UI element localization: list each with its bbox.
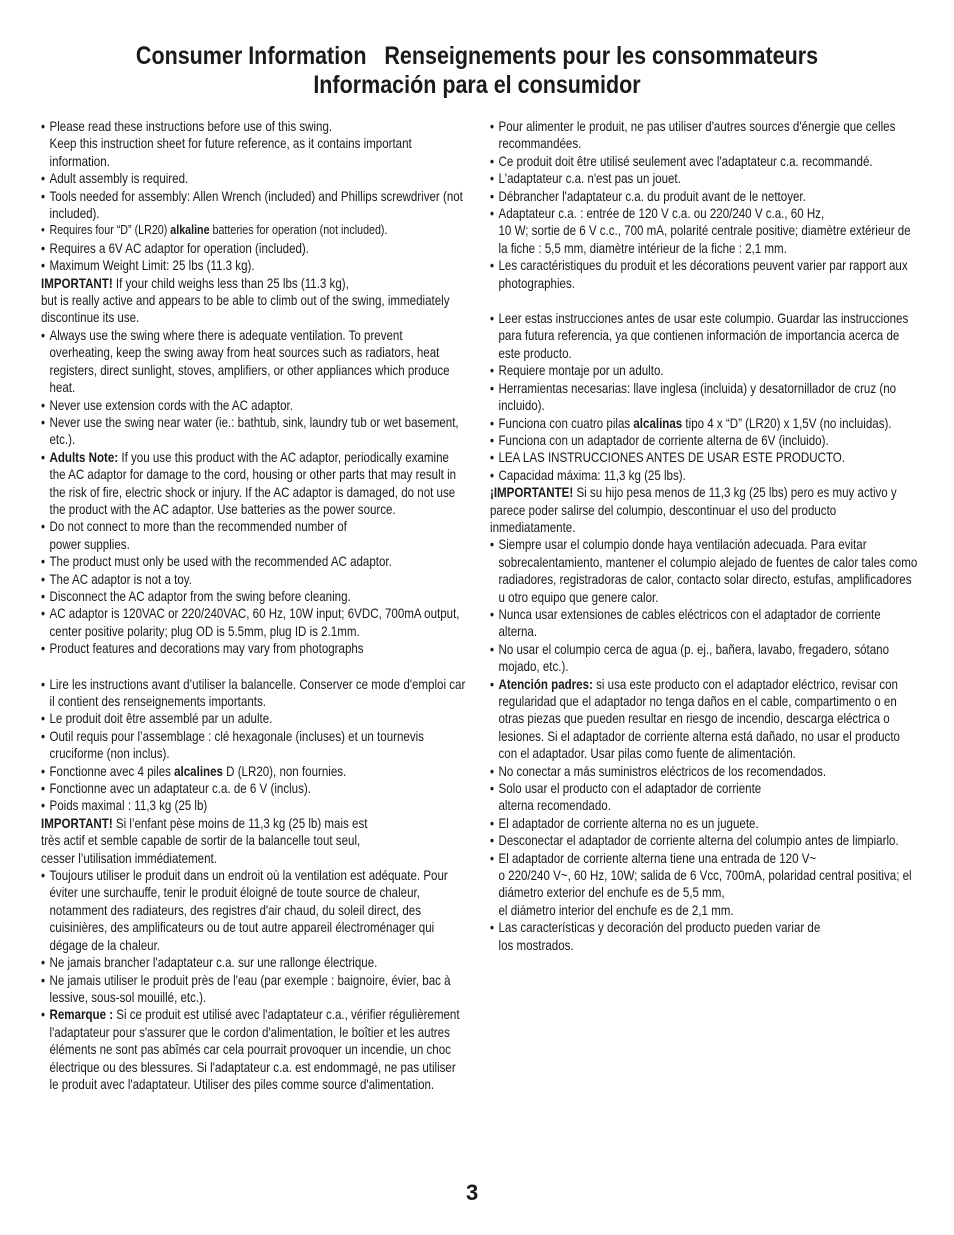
bullet-item <box>490 153 919 170</box>
bullet-item <box>490 257 919 292</box>
bullet-item <box>490 205 919 257</box>
bullet-item <box>490 536 919 606</box>
text-segment: Desconectar el adaptador de corriente alterna del columpio antes de limpiarlo. <box>498 833 899 849</box>
bullet-item <box>41 728 466 763</box>
emphasis-label: alkaline <box>170 223 210 238</box>
text-segment: The AC adaptor is not a toy. <box>49 571 192 587</box>
bullet-item <box>490 188 919 205</box>
bullet-item <box>490 415 919 432</box>
text-segment: Si l’enfant pèse moins de 11,3 kg (25 lb) mais est très actif et semble capable de sortir de la balancelle tout seul, cesser l’utilisation immédiatement. <box>41 815 368 866</box>
text-segment: If your child weighs less than 25 lbs (11.3 kg), but is really active and appears to be able to climb out of the swing, immediately discontinue its use. <box>41 275 450 326</box>
emphasis-label: IMPORTANT! <box>41 815 113 831</box>
bullet-item <box>41 222 466 239</box>
text-segment: Funciona con cuatro pilas <box>498 415 634 431</box>
page-subtitle: Información para el consumidor <box>313 71 641 99</box>
bullet-item <box>41 588 466 605</box>
bullet-item <box>490 815 919 832</box>
text-segment: The product must only be used with the recommended AC adaptor. <box>49 554 392 570</box>
text-segment: Siempre usar el columpio donde haya ventilación adecuada. Para evitar sobrecalentamiento, mantener el columpio alejado de fuentes de calor tales como radiadores, registradoras de calor, contacto solar directo, estufas, amplificadores u otro equipo que genere calor. <box>498 537 918 605</box>
text-segment: Funciona con un adaptador de corriente alterna de 6V (incluido). <box>498 432 829 448</box>
text-segment: Si su hijo pesa menos de 11,3 kg (25 lbs) pero es muy activo y parece poder salirse del columpio, descontinuar el uso del producto inmediatamente. <box>490 485 897 535</box>
important-paragraph <box>41 275 466 327</box>
bullet-item <box>490 380 919 415</box>
page-number: 3 <box>466 1180 479 1205</box>
text-segment: Les caractéristiques du produit et les décorations peuvent varier par rapport aux photographies. <box>498 258 908 291</box>
text-segment: Pour alimenter le produit, ne pas utiliser d'autres sources d'énergie que celles recommandées. <box>498 119 896 152</box>
text-segment: Las características y decoración del producto pueden variar de los mostrados. <box>498 920 821 953</box>
text-segment: Ne jamais utiliser le produit près de l'eau (par exemple : baignoire, évier, bac à lessive, sous-sol mouillé, etc.). <box>49 972 451 1005</box>
text-segment: Herramientas necesarias: llave inglesa (incluida) y desatornillador de cruz (no incluido). <box>498 380 897 414</box>
text-segment: Le produit doit être assemblé par un adulte. <box>49 711 273 727</box>
section-spacer <box>490 292 919 310</box>
text-segment: Fonctionne avec un adaptateur c.a. de 6 V (inclus). <box>49 781 311 797</box>
bullet-item <box>41 188 466 223</box>
bullet-item <box>490 310 919 362</box>
text-segment: tipo 4 x “D” (LR20) x 1,5V (no incluidas). <box>682 415 892 431</box>
bullet-item <box>490 170 919 187</box>
text-segment: Requires a 6V AC adaptor for operation (included). <box>49 240 310 256</box>
bullet-item <box>41 170 466 187</box>
text-segment: No usar el columpio cerca de agua (p. ej., bañera, lavabo, fregadero, sótano mojado, etc.). <box>498 641 890 675</box>
emphasis-label: Adults Note: <box>49 449 119 465</box>
text-segment: Débrancher l'adaptateur c.a. du produit avant de le nettoyer. <box>498 188 806 204</box>
bullet-item <box>490 449 919 466</box>
bullet-item <box>41 118 466 170</box>
emphasis-label: IMPORTANT! <box>41 275 113 291</box>
text-segment: El adaptador de corriente alterna tiene una entrada de 120 V~ o 220/240 V~, 60 Hz, 10W; salida de 6 Vcc, 700mA, polaridad central positiva; el diámetro exterior del enchufe es de 5,5 mm, el diámetro interior del enchufe es de 2,1 mm. <box>498 850 912 918</box>
bullet-item <box>41 257 466 274</box>
bullet-item <box>490 676 919 763</box>
bullet-item <box>41 954 466 971</box>
bullet-item <box>490 850 919 920</box>
emphasis-label: Remarque : <box>49 1007 114 1023</box>
text-segment: Adaptateur c.a. : entrée de 120 V c.a. ou 220/240 V c.a., 60 Hz, 10 W; sortie de 6 V c.c., 700 mA, polarité centrale positive; diamètre extérieur de la fiche : 5,5 mm, diamètre intérieur de la fiche : 2,1 mm. <box>498 206 911 256</box>
bullet-item <box>41 763 466 780</box>
text-segment: Ce produit doit être utilisé seulement avec l'adaptateur c.a. recommandé. <box>498 153 873 169</box>
text-segment: Always use the swing where there is adequate ventilation. To prevent overheating, keep the swing away from heat sources such as radiators, heat registers, direct sunlight, stoves, amplifiers, or other appliances which produce heat. <box>49 327 450 396</box>
text-segment: Fonctionne avec 4 piles <box>49 763 175 779</box>
bullet-item <box>41 571 466 588</box>
text-segment: Never use the swing near water (ie.: bathtub, sink, laundry tub or wet basement, etc.). <box>49 414 459 448</box>
text-segment: Nunca usar extensiones de cables eléctricos con el adaptador de corriente alterna. <box>498 606 881 640</box>
text-segment: Requiere montaje por un adulto. <box>498 363 664 379</box>
emphasis-label: alcalines <box>174 763 223 779</box>
text-segment: Leer estas instrucciones antes de usar este columpio. Guardar las instrucciones para futura referencia, ya que contienen información de importancia acerca de este producto. <box>498 311 909 361</box>
bullet-item <box>490 780 919 815</box>
text-segment: batteries for operation (not included). <box>209 223 388 238</box>
text-segment: No conectar a más suministros eléctricos de los recomendados. <box>498 763 827 779</box>
text-segment: Adult assembly is required. <box>49 171 189 187</box>
bullet-item <box>41 553 466 570</box>
bullet-item <box>41 397 466 414</box>
bullet-item <box>41 240 466 257</box>
text-segment: Capacidad máxima: 11,3 kg (25 lbs). <box>498 467 686 483</box>
text-segment: D (LR20), non fournies. <box>222 763 347 779</box>
bullet-item <box>490 919 919 954</box>
text-segment: Maximum Weight Limit: 25 lbs (11.3 kg). <box>49 258 255 274</box>
text-segment: Requires four “D” (LR20) <box>49 223 171 238</box>
bullet-item <box>41 640 466 657</box>
bullet-item <box>41 327 466 397</box>
bullet-item <box>41 1006 466 1093</box>
page-title: Consumer Information Renseignements pour les consommateurs <box>135 42 819 70</box>
bullet-item <box>490 641 919 676</box>
bullet-item <box>41 414 466 449</box>
text-segment: Poids maximal : 11,3 kg (25 lb) <box>49 798 208 814</box>
text-segment: Do not connect to more than the recommended number of power supplies. <box>49 519 347 552</box>
text-segment: Lire les instructions avant d’utiliser la balancelle. Conserver ce mode d'emploi car il contient des renseignements importants. <box>49 676 466 709</box>
bullet-item <box>490 606 919 641</box>
text-segment: Si ce produit est utilisé avec l'adaptateur c.a., vérifier régulièrement l'adaptateur pour s'assurer que le cordon d'alimentation, le boîtier et les autres éléments ne sont pas abîmés car cela pourrait provoquer un incendie, un choc électrique ou des blessures. Si l'adaptateur c.a. est endommagé, ne pas utiliser le produit avec l'adaptateur. Utiliser des piles comme source d'alimentation. <box>49 1007 460 1092</box>
bullet-item <box>41 518 466 553</box>
bullet-item <box>490 467 919 484</box>
emphasis-label: ¡IMPORTANTE! <box>490 485 574 501</box>
text-segment: Product features and decorations may vary from photographs <box>49 641 364 657</box>
text-segment: L'adaptateur c.a. n'est pas un jouet. <box>498 171 681 187</box>
bullet-item <box>490 362 919 379</box>
right-column <box>490 118 918 954</box>
section-spacer <box>41 658 466 676</box>
text-segment: Toujours utiliser le produit dans un endroit où la ventilation est adéquate. Pour éviter une surchauffe, tenir le produit éloigné de toute source de chaleur, notamment des radiateurs, des registres d'air chaud, du soleil direct, des cuisinières, des amplificateurs ou de tout autre appareil électroménager qui dégage de la chaleur. <box>49 868 448 953</box>
bullet-item <box>490 763 919 780</box>
bullet-item <box>41 780 466 797</box>
text-segment: AC adaptor is 120VAC or 220/240VAC, 60 Hz, 10W input; 6VDC, 700mA output, center positive polarity; plug OD is 5.5mm, plug ID is 2.1mm. <box>49 606 460 639</box>
text-segment: Never use extension cords with the AC adaptor. <box>49 397 293 413</box>
left-column <box>41 118 465 1093</box>
text-segment: LEA LAS INSTRUCCIONES ANTES DE USAR ESTE PRODUCTO. <box>498 450 846 466</box>
bullet-item <box>41 972 466 1007</box>
bullet-item <box>41 449 466 519</box>
bullet-item <box>41 710 466 727</box>
text-segment: Outil requis pour l’assemblage : clé hexagonale (incluses) et un tournevis cruciforme (non inclus). <box>49 728 424 762</box>
bullet-item <box>41 676 466 711</box>
bullet-item <box>490 118 919 153</box>
text-segment: Disconnect the AC adaptor from the swing before cleaning. <box>49 588 351 604</box>
text-segment: Please read these instructions before use of this swing. Keep this instruction sheet for future reference, as it contains important information. <box>49 119 412 169</box>
bullet-item <box>41 797 466 814</box>
text-segment: Solo usar el producto con el adaptador de corriente alterna recomendado. <box>498 781 762 814</box>
emphasis-label: alcalinas <box>633 415 683 431</box>
bullet-item <box>490 432 919 449</box>
text-segment: Tools needed for assembly: Allen Wrench (included) and Phillips screwdriver (not included). <box>49 188 463 222</box>
text-segment: El adaptador de corriente alterna no es un juguete. <box>498 815 759 831</box>
bullet-item <box>490 832 919 849</box>
text-segment: If you use this product with the AC adaptor, periodically examine the AC adaptor for damage to the cord, housing or other parts that may result in the risk of fire, electric shock or injury. If the AC adaptor is damaged, do not use the product with the AC adaptor. Use batteries as the power source. <box>49 449 457 517</box>
bullet-item <box>41 867 466 954</box>
important-paragraph <box>490 484 919 536</box>
important-paragraph <box>41 815 466 867</box>
text-segment: si usa este producto con el adaptador eléctrico, revisar con regularidad que el adaptador no tenga daños en el cable, compartimento o en otras piezas que pueden resultar en riesgo de incendio, descarga eléctrica o lesiones. Si el adaptador de corriente alterna está dañado, no usar el producto con el adaptador. Usar pilas como fuente de alimentación. <box>498 676 900 762</box>
text-segment: Ne jamais brancher l'adaptateur c.a. sur une rallonge électrique. <box>49 955 378 971</box>
bullet-item <box>41 605 466 640</box>
emphasis-label: Atención padres: <box>498 676 593 692</box>
